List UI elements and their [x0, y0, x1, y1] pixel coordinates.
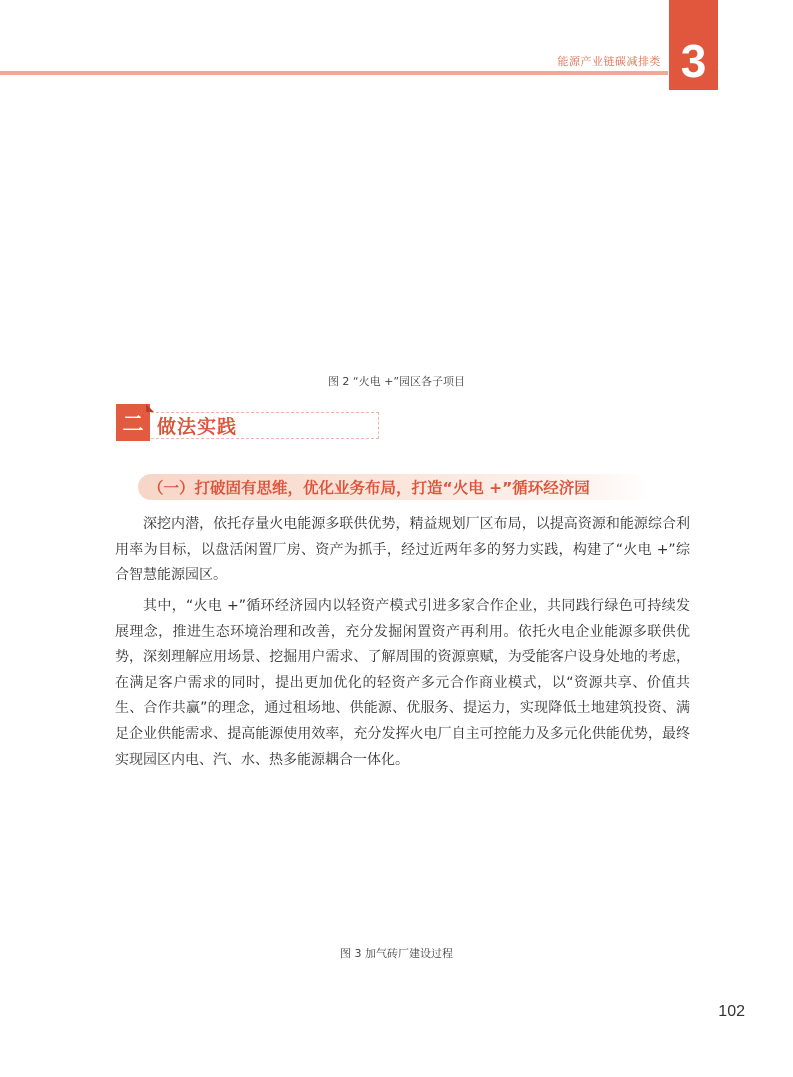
- subsection-title: （一）打破固有思维，优化业务布局，打造“火电 +”循环经济园: [148, 479, 590, 497]
- chapter-tab: [669, 0, 718, 90]
- running-header-label: 能源产业链碳减排类: [557, 55, 661, 68]
- section-badge-fold: [146, 404, 154, 412]
- body-paragraph: 其中，“火电 +”循环经济园内以轻资产模式引进多家合作企业，共同践行绿色可持续发展理念，推进生态环境治理和改善，充分发掘闲置资产再利用。依托火电企业能源多联供优势，深刻理解应用场景、挖掘用户需求、了解周围的资源禀赋，为受能客户设身处地的考虑，在满足客户需求的同时，提出更加优化的轻资产多元合作商业模式，以“资源共享、价值共生、合作共赢”的理念，通过租场地、供能源、优服务、提运力，实现降低土地建筑投资、满足企业供能需求、提高能源使用效率，充分发挥火电厂自主可控能力及多元化供能优势，最终实现园区内电、汽、水、热多能源耦合一体化。: [115, 598, 690, 768]
- body-paragraph: 深挖内潜，依托存量火电能源多联供优势，精益规划厂区布局，以提高资源和能源综合利用率为目标，以盘活闲置厂房、资产为抓手，经过近两年多的努力实践，构建了“火电 +”综合智慧能源园区。: [115, 516, 690, 584]
- header-rule: [0, 71, 668, 75]
- figure-2-caption: 图 2 “火电 +”园区各子项目: [327, 375, 466, 388]
- figure-3-caption: 图 3 加气砖厂建设过程: [340, 947, 453, 960]
- section-heading-frame: [116, 412, 379, 439]
- section-title: 做法实践: [157, 416, 238, 438]
- page-number: 102: [718, 1003, 745, 1020]
- chapter-number: 3: [680, 35, 707, 87]
- section-number-badge: 二: [116, 404, 150, 441]
